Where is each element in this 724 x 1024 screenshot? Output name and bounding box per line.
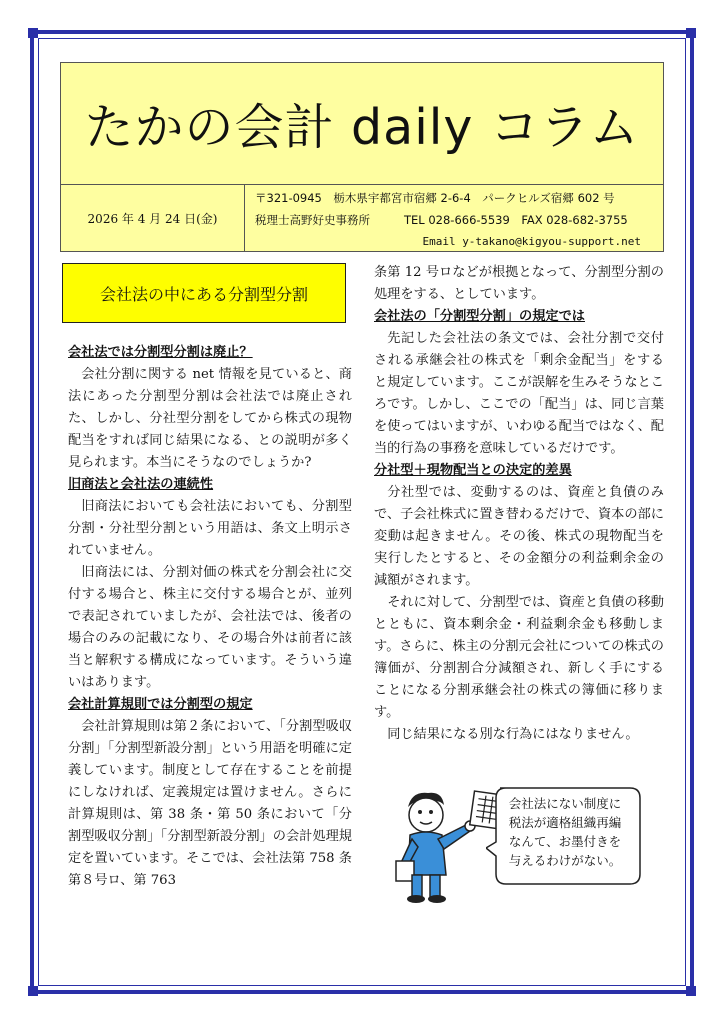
paragraph: 会社分割に関する net 情報を見ていると、商法にあった分割型分割は会社法では廃止された、しかし、分社型分割をしてから株式の現物配当をすれば同じ結果になる、との説明が多く見られます。本当にそうなのでしょうか? — [68, 367, 352, 470]
left-column — [68, 342, 352, 892]
office-phone: TEL 028-666-5539 FAX 028-682-3755 — [404, 213, 628, 227]
bubble-line: なんて、お墨付きを — [508, 834, 622, 849]
office-email[interactable]: Email y-takano@kigyou-support.net — [422, 235, 641, 248]
heading-accounting-rules: 会社計算規則では分割型の規定 — [68, 697, 253, 712]
heading-decisive-difference: 分社型＋現物配当との決定的差異 — [374, 463, 572, 478]
office-info — [255, 187, 659, 253]
heading-company-law-rule: 会社法の「分割型分割」の規定では — [374, 309, 585, 324]
right-column — [374, 262, 664, 746]
paragraph: 会社計算規則は第２条において、「分割型吸収分割」「分割型新設分割」という用語を明確に定義しています。制度として存在することを前提にしなければ、定義規定は置けません。さらに計算規則は、第 38 条・第 50 条において「分割型吸収分割」「分割型新設分割」の会計処理規定を置いています。そこでは、会社法第 758 条第８号ロ、第 763 — [68, 719, 352, 888]
paragraph: 旧商法においても会社法においても、分割型分割・分社型分割という用語は、条文上明示されていません。 — [68, 499, 352, 558]
frame-corner — [686, 986, 696, 996]
office-address: 〒321-0945 栃木県宇都宮市宿郷 2-6-4 パークヒルズ宿郷 602 号 — [255, 191, 615, 205]
paragraph: 条第 12 号ロなどが根拠となって、分割型分割の処理をする、としています。 — [374, 265, 664, 302]
page-title: たかの会計 daily コラム — [61, 63, 663, 185]
heading-abolished: 会社法では分割型分割は廃止？ — [68, 345, 253, 360]
heading-continuity: 旧商法と会社法の連続性 — [68, 477, 214, 492]
bubble-line: 与えるわけがない。 — [508, 853, 622, 868]
frame-corner — [686, 28, 696, 38]
section-title: 会社法の中にある分割型分割 — [62, 263, 346, 323]
frame-corner — [28, 986, 38, 996]
header-box — [60, 62, 664, 252]
frame-corner — [28, 28, 38, 38]
bubble-line: 税法が適格組織再編 — [508, 815, 622, 830]
paragraph: 同じ結果になる別な行為にはなりません。 — [387, 727, 639, 742]
paragraph: 旧商法には、分割対価の株式を分割会社に交付する場合と、株主に交付する場合とが、並列で表記されていましたが、会社法では、後者の場合のみの記載になり、その場合外は前者に該当と解釈する構成になっています。そういう違いはあります。 — [68, 565, 352, 690]
paragraph: 分社型では、変動するのは、資産と負債のみで、子会社株式に置き替わるだけで、資本の部に変動は起きません。その後、株式の現物配当を実行したとすると、その金額分の利益剰余金の減額がされます。 — [374, 485, 664, 588]
paragraph: 先記した会社法の条文では、会社分割で交付される承継会社の株式を「剰余金配当」をすると規定しています。ここが誤解を生みそうなところです。しかし、ここでの「配当」は、同じ言葉を使ってはいますが、いわゆる配当ではなく、配当的行為の事務を意味しているだけです。 — [374, 331, 664, 456]
issue-date: 2026 年 4 月 24 日(金) — [61, 185, 245, 251]
bubble-line: 会社法にない制度に — [508, 796, 622, 811]
office-contact-row — [255, 209, 659, 231]
bubble-text — [500, 794, 630, 870]
office-name: 税理士高野好史事務所 — [255, 213, 370, 227]
paragraph: それに対して、分割型では、資産と負債の移動とともに、資本剰余金・利益剰余金も移動します。さらに、株主の分割元会社についての株式の簿価が、分割割合分減額され、新しく手にすることになる分割承継会社の株式の簿価に移ります。 — [374, 595, 664, 720]
